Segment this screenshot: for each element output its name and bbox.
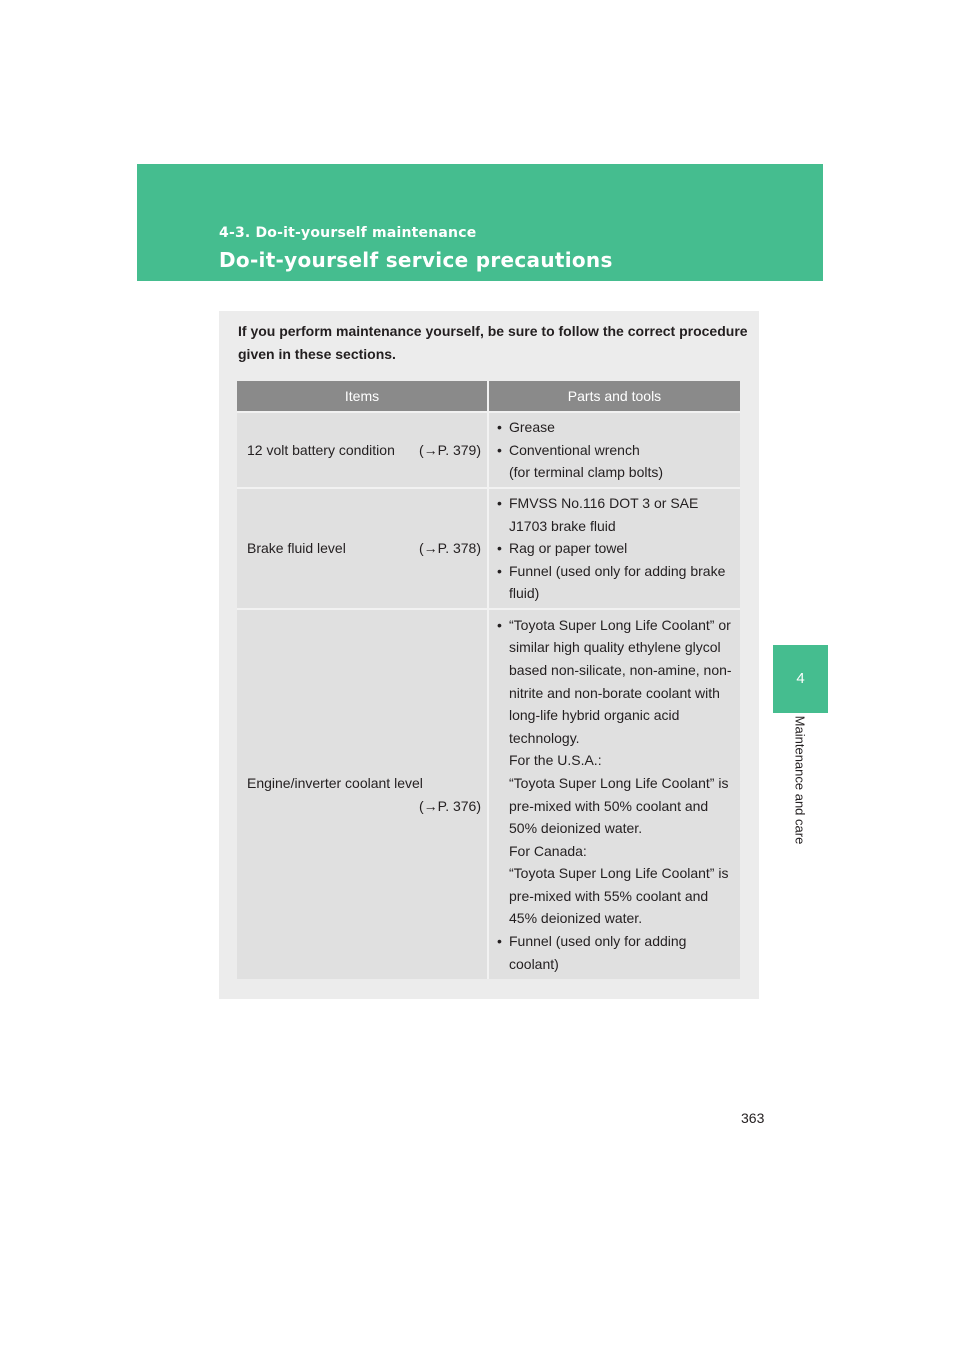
table-row [237,412,740,488]
list-item: • Grease [497,416,736,439]
list-item: • “Toyota Super Long Life Coolant” or similar high quality ethylene glycol based non-silicate, non-amine, non-nitrite and non-borate coolant with long-life hybrid organic acid technology. For the U.S.A.: “Toyota Super Long Life Coolant” is pre-mixed with 50% coolant and 50% deionized water. For Canada: “Toyota Super Long Life Coolant” is pre-mixed with 55% coolant and 45% deionized water. [497,614,736,930]
table-header-row [237,381,740,412]
tools-cell [488,488,740,609]
table-row [237,488,740,609]
tools-cell [488,609,740,979]
column-header-items: Items [237,381,488,412]
page-title: Do-it-yourself service precautions [219,248,613,272]
maintenance-table [237,381,740,979]
item-cell [237,488,488,609]
list-item: • Rag or paper towel [497,537,736,560]
item-page-ref: (→P. 379) [419,441,481,458]
section-label: 4-3. Do-it-yourself maintenance [219,225,477,241]
item-cell [237,609,488,979]
item-page-ref: (→P. 378) [419,540,481,556]
list-item: • Funnel (used only for adding coolant) [497,930,736,975]
chapter-label: Maintenance and care [792,715,808,845]
item-cell [237,412,488,488]
chapter-tab: 4 [773,645,828,713]
list-item: • Funnel (used only for adding brake fluid) [497,560,736,605]
page-number: 363 [741,1110,765,1126]
list-item: • FMVSS No.116 DOT 3 or SAE J1703 brake fluid [497,492,736,537]
item-name: Engine/inverter coolant level [247,774,423,791]
intro-text: If you perform maintenance yourself, be sure to follow the correct procedure given in these sections. [238,323,748,362]
list-item: • Conventional wrench (for terminal clamp bolts) [497,439,736,484]
item-page-ref: (→P. 376) [419,797,481,814]
column-header-parts: Parts and tools [488,381,740,412]
item-name: Brake fluid level [247,540,346,556]
item-name: 12 volt battery condition [247,441,395,458]
tools-cell [488,412,740,488]
table-row [237,609,740,979]
